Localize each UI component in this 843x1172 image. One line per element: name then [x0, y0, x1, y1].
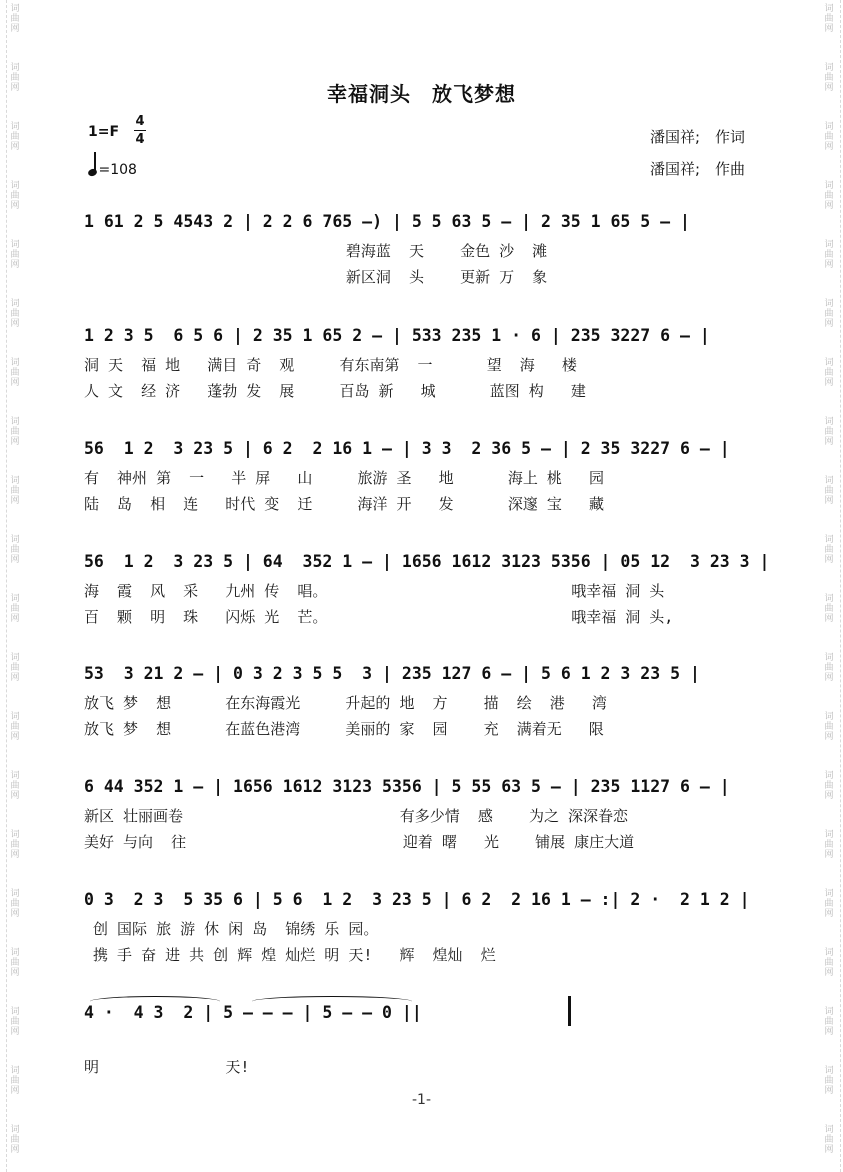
slur-mark	[90, 996, 220, 1007]
watermark-text: 词 曲 网	[10, 653, 20, 683]
watermark-text: 词 曲 网	[10, 594, 20, 624]
lyric-row-5-verse-2: 放飞 梦 想 在蓝色港湾 美丽的 家 园 充 满着无 限	[84, 720, 604, 738]
watermark-text: 词 曲 网	[10, 889, 20, 919]
time-signature	[134, 114, 146, 147]
watermark-text: 词 曲 网	[824, 948, 834, 978]
note-stem-icon	[94, 152, 96, 170]
time-signature-bottom: 4	[135, 132, 145, 147]
watermark-text: 词 曲 网	[824, 181, 834, 211]
watermark-text: 词 曲 网	[824, 653, 834, 683]
lyric-row-3-verse-2: 陆 岛 相 连 时代 变 迁 海洋 开 发 深邃 宝 藏	[84, 495, 604, 513]
watermark-text: 词 曲 网	[824, 830, 834, 860]
watermark-text: 词 曲 网	[10, 948, 20, 978]
lyric-row-6-verse-2: 美好 与向 往 迎着 曙 光 铺展 康庄大道	[84, 833, 635, 851]
watermark-text: 词 曲 网	[824, 1007, 834, 1037]
time-signature-bar	[134, 130, 146, 131]
watermark-text: 词 曲 网	[824, 712, 834, 742]
music-row-4: 56 1 2 3 23 5 | 64 352 1 – | 1656 1612 3123 5356 | 05 12 3 23 3 |	[84, 552, 770, 571]
tempo-value: =108	[98, 162, 137, 178]
watermark-text: 词 曲 网	[10, 240, 20, 270]
lyric-row-7-verse-2: 携 手 奋 进 共 创 辉 煌 灿烂 明 天! 辉 煌灿 烂	[84, 946, 496, 964]
quarter-note-icon	[87, 168, 98, 178]
lyric-row-2-verse-2: 人 文 经 济 蓬勃 发 展 百岛 新 城 蓝图 构 建	[84, 382, 586, 400]
music-row-2: 1 2 3 5 6 5 6 | 2 35 1 65 2 – | 533 235 1 · 6 | 235 3227 6 – |	[84, 326, 710, 345]
watermark-text: 词 曲 网	[10, 417, 20, 447]
time-signature-top: 4	[135, 114, 145, 129]
watermark-text: 词 曲 网	[10, 4, 20, 34]
music-row-6: 6 44 352 1 – | 1656 1612 3123 5356 | 5 55 63 5 – | 235 1127 6 – |	[84, 777, 730, 796]
watermark-text: 词 曲 网	[10, 1125, 20, 1155]
lyric-row-2-verse-1: 洞 天 福 地 满目 奇 观 有东南第 一 望 海 楼	[84, 356, 577, 374]
music-row-1: 1 61 2 5 4543 2 | 2 2 6 765 –) | 5 5 63 5 – | 2 35 1 65 5 – |	[84, 212, 690, 231]
song-title: 幸福洞头 放飞梦想	[327, 82, 516, 106]
lyric-row-7-verse-1: 创 国际 旅 游 休 闲 岛 锦绣 乐 园。	[84, 920, 379, 938]
watermark-text: 词 曲 网	[10, 181, 20, 211]
watermark-text: 词 曲 网	[824, 535, 834, 565]
watermark-text: 词 曲 网	[824, 4, 834, 34]
lyricist-credit: 潘国祥; 作词	[650, 128, 746, 146]
lyric-row-6-verse-1: 新区 壮丽画卷 有多少情 感 为之 深深眷恋	[84, 807, 628, 825]
music-row-8: 4 · 4 3 2 | 5 – – – | 5 – – 0 ||	[84, 1003, 422, 1022]
watermark-text: 词 曲 网	[10, 1066, 20, 1096]
watermark-text: 词 曲 网	[824, 299, 834, 329]
watermark-text: 词 曲 网	[824, 358, 834, 388]
lyric-row-5-verse-1: 放飞 梦 想 在东海霞光 升起的 地 方 描 绘 港 湾	[84, 694, 607, 712]
lyric-row-4-verse-1: 海 霞 风 采 九州 传 唱。 哦幸福 洞 头	[84, 582, 665, 600]
slur-mark	[252, 996, 412, 1007]
right-watermark-strip	[822, 0, 841, 1172]
watermark-text: 词 曲 网	[824, 122, 834, 152]
watermark-text: 词 曲 网	[10, 476, 20, 506]
watermark-text: 词 曲 网	[10, 358, 20, 388]
lyric-row-4-verse-2: 百 颗 明 珠 闪烁 光 芒。 哦幸福 洞 头,	[84, 608, 674, 626]
page-number: -1-	[411, 1092, 431, 1108]
watermark-text: 词 曲 网	[824, 1125, 834, 1155]
watermark-text: 词 曲 网	[824, 417, 834, 447]
watermark-text: 词 曲 网	[824, 889, 834, 919]
lyric-row-1-verse-2: 新区洞 头 更新 万 象	[84, 268, 548, 286]
watermark-text: 词 曲 网	[10, 299, 20, 329]
tempo-marking	[88, 156, 137, 178]
watermark-text: 词 曲 网	[10, 1007, 20, 1037]
watermark-text: 词 曲 网	[10, 122, 20, 152]
watermark-text: 词 曲 网	[824, 594, 834, 624]
watermark-text: 词 曲 网	[10, 63, 20, 93]
watermark-text: 词 曲 网	[10, 712, 20, 742]
lyric-row-8-verse-1: 明 天!	[84, 1058, 250, 1076]
left-watermark-strip	[6, 0, 25, 1172]
composer-credit: 潘国祥; 作曲	[650, 160, 746, 178]
watermark-text: 词 曲 网	[824, 1066, 834, 1096]
watermark-text: 词 曲 网	[10, 535, 20, 565]
watermark-text: 词 曲 网	[824, 240, 834, 270]
lyric-row-1-verse-1: 碧海蓝 天 金色 沙 滩	[84, 242, 548, 260]
music-row-3: 56 1 2 3 23 5 | 6 2 2 16 1 – | 3 3 2 36 5 – | 2 35 3227 6 – |	[84, 439, 730, 458]
music-row-5: 53 3 21 2 – | 0 3 2 3 5 5 3 | 235 127 6 – | 5 6 1 2 3 23 5 |	[84, 664, 700, 683]
final-barline	[568, 996, 571, 1026]
watermark-text: 词 曲 网	[824, 476, 834, 506]
lyric-row-3-verse-1: 有 神州 第 一 半 屏 山 旅游 圣 地 海上 桃 园	[84, 469, 604, 487]
music-row-7: 0 3 2 3 5 35 6 | 5 6 1 2 3 23 5 | 6 2 2 16 1 – :| 2 · 2 1 2 |	[84, 890, 750, 909]
watermark-text: 词 曲 网	[824, 771, 834, 801]
key-signature: 1=F	[88, 124, 120, 140]
watermark-text: 词 曲 网	[10, 830, 20, 860]
watermark-text: 词 曲 网	[824, 63, 834, 93]
watermark-text: 词 曲 网	[10, 771, 20, 801]
